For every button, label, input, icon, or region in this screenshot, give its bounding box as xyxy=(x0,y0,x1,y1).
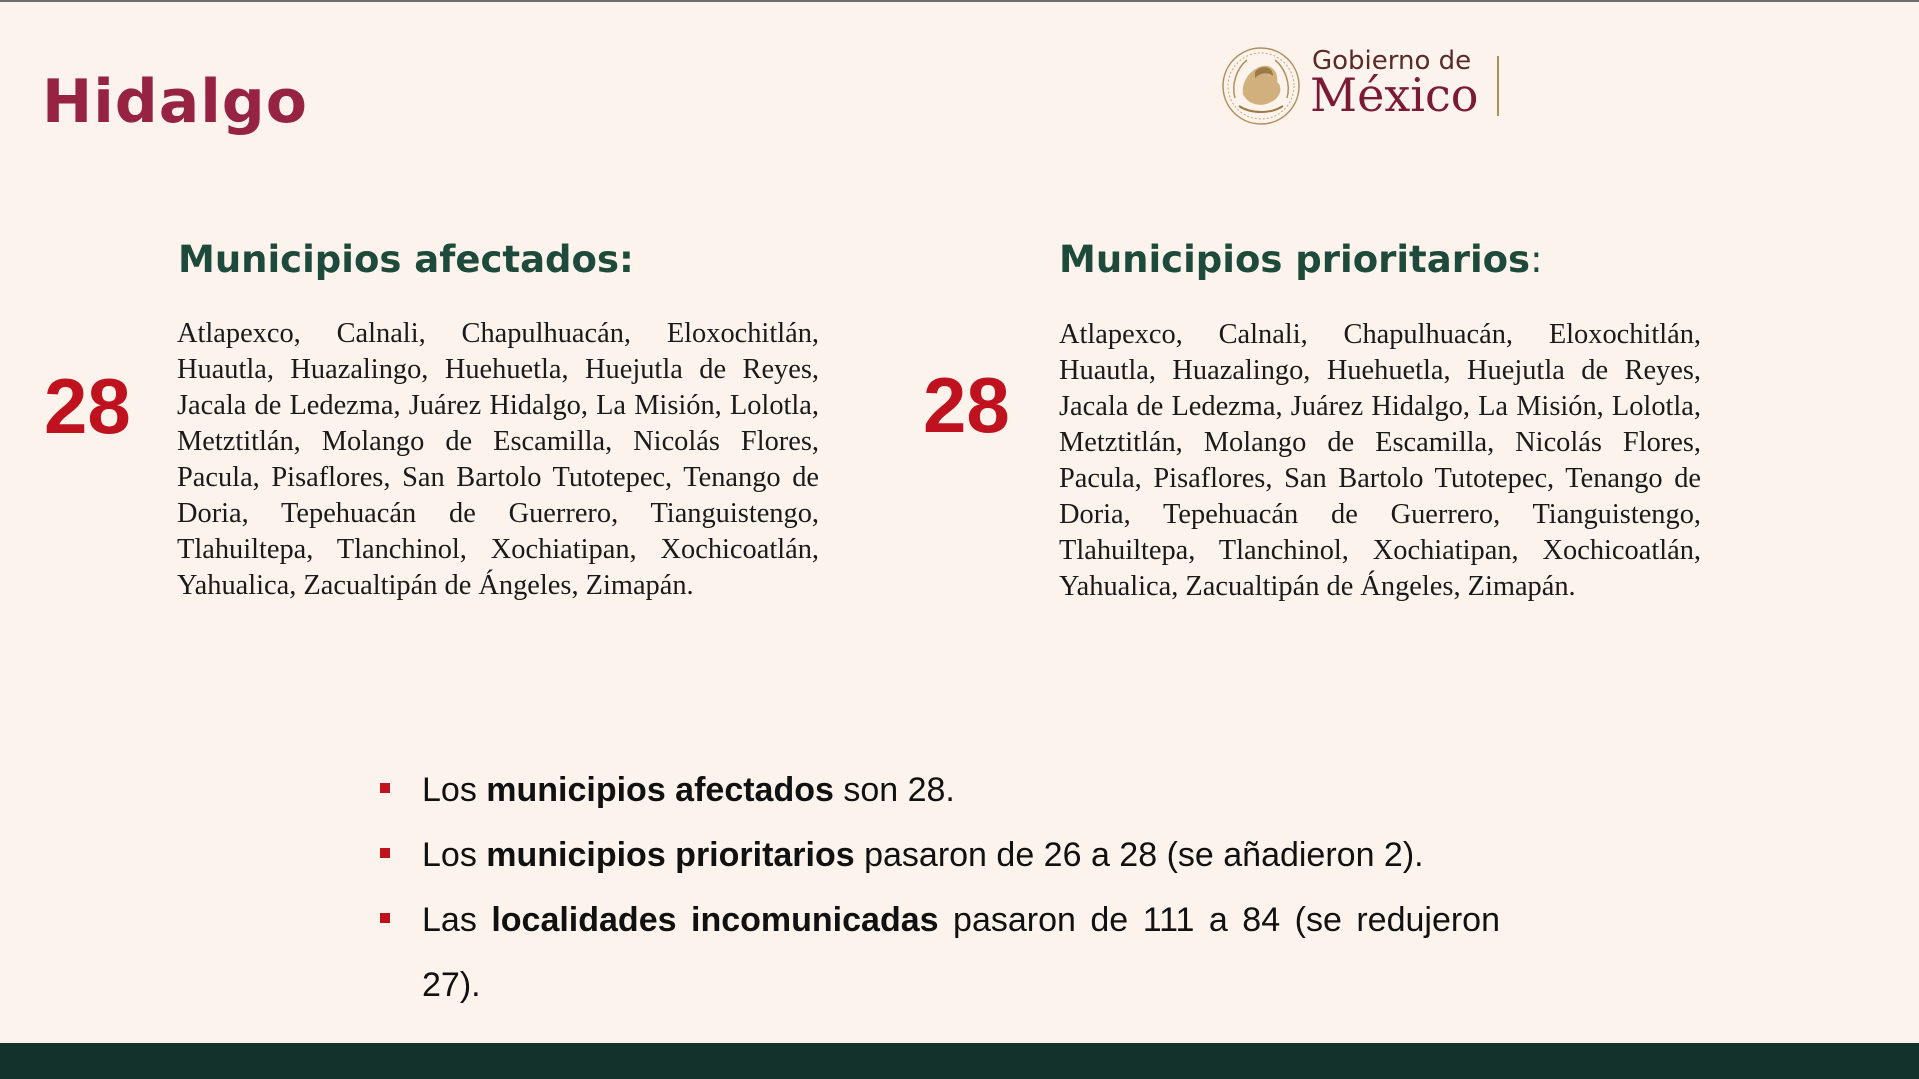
bullet-text: Los xyxy=(422,836,487,874)
affected-heading: Municipios afectados: xyxy=(178,238,634,281)
logo-divider xyxy=(1497,56,1499,116)
summary-bullets xyxy=(375,758,1500,1018)
bullet-item xyxy=(375,758,1500,823)
logo-text-mexico: México xyxy=(1310,68,1479,122)
priority-heading-colon: : xyxy=(1530,238,1543,281)
bullet-bold: municipios prioritarios xyxy=(486,836,855,874)
page-title: Hidalgo xyxy=(42,67,308,137)
bullet-item xyxy=(375,888,1500,1018)
affected-municipalities-list: Atlapexco, Calnali, Chapulhuacán, Eloxochitlán, Huautla, Huazalingo, Huehuetla, Huejutla de Reyes, Jacala de Ledezma, Juárez Hidalgo, La Misión, Lolotla, Metztitlán, Molango de Escamilla, Nicolás Flores, Pacula, Pisaflores, San Bartolo Tutotepec, Tenango de Doria, Tepehuacán de Guerrero, Tianguistengo, Tlahuiltepa, Tlanchinol, Xochiatipan, Xochicoatlán, Yahualica, Zacualtipán de Ángeles, Zimapán. xyxy=(177,318,819,601)
logo-text-gobierno: Gobierno de xyxy=(1312,46,1472,76)
bullet-bold: localidades incomunicadas xyxy=(491,901,939,939)
bullet-text: pasaron de 26 a 28 (se añadieron 2). xyxy=(854,836,1424,874)
priority-heading xyxy=(1059,238,1543,281)
bullet-text: son 28. xyxy=(833,771,955,809)
bullet-text: pasaron de 111 a 84 (se redujeron 27). xyxy=(422,901,1500,1004)
top-border xyxy=(0,0,1919,2)
bullet-text: Las xyxy=(422,901,492,939)
bullet-text: Los xyxy=(422,771,487,809)
affected-count: 28 xyxy=(44,362,131,450)
priority-heading-text: Municipios prioritarios xyxy=(1059,238,1531,281)
bullet-item xyxy=(375,823,1500,888)
priority-count: 28 xyxy=(923,361,1010,449)
footer-bar xyxy=(0,1043,1919,1079)
priority-municipalities-list: Atlapexco, Calnali, Chapulhuacán, Eloxochitlán, Huautla, Huazalingo, Huehuetla, Huejutla de Reyes, Jacala de Ledezma, Juárez Hidalgo, La Misión, Lolotla, Metztitlán, Molango de Escamilla, Nicolás Flores, Pacula, Pisaflores, San Bartolo Tutotepec, Tenango de Doria, Tepehuacán de Guerrero, Tianguistengo, Tlahuiltepa, Tlanchinol, Xochiatipan, Xochicoatlán, Yahualica, Zacualtipán de Ángeles, Zimapán. xyxy=(1059,319,1701,602)
bullet-bold: municipios afectados xyxy=(486,771,834,809)
